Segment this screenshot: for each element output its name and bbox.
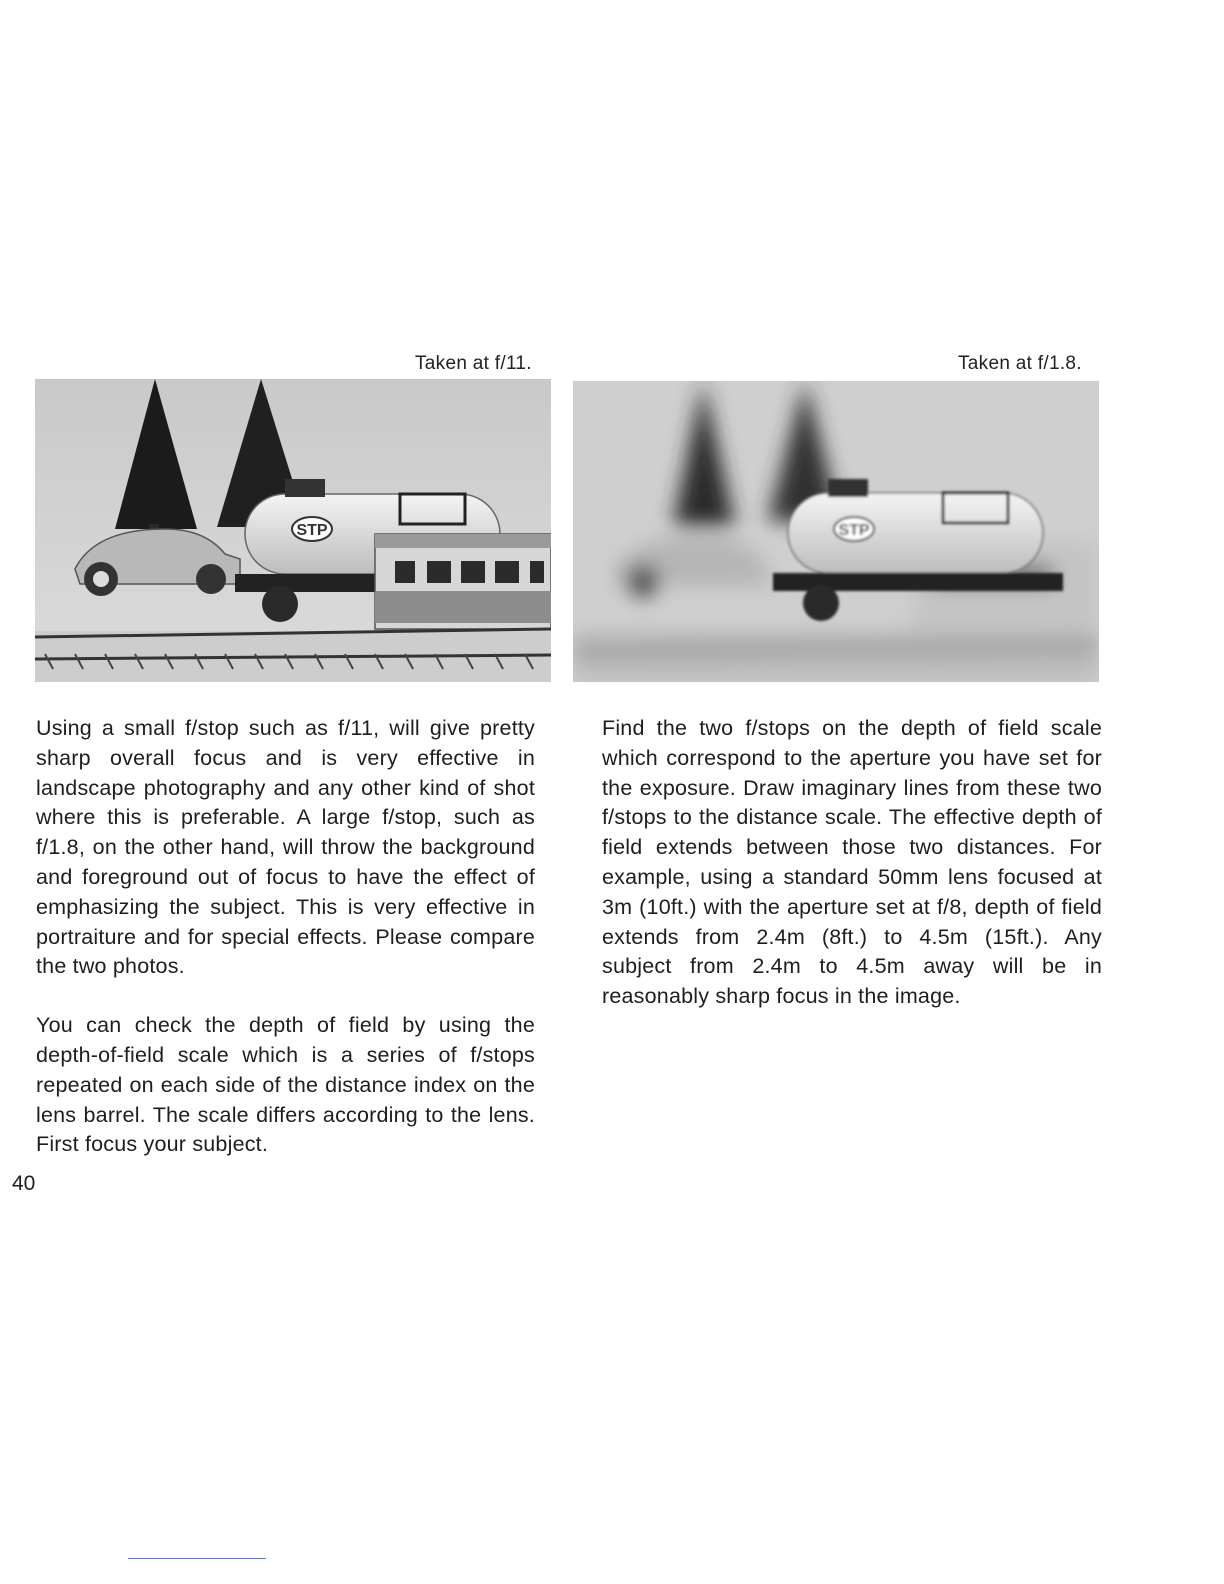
left-text-column bbox=[36, 714, 535, 1160]
paragraph-depth-of-field-scale: You can check the depth of field by using the depth-of-field scale which is a series of f/stops repeated on each side of the distance index on the lens barrel. The scale differs according to the lens. First focus your subject. bbox=[36, 1013, 535, 1157]
photo-blurred-f1-8 bbox=[573, 381, 1099, 682]
stp-logo: STP bbox=[838, 522, 870, 539]
footer-rule bbox=[128, 1558, 266, 1559]
photo-sharp-f11 bbox=[35, 379, 551, 682]
paragraph-fstop-comparison: Using a small f/stop such as f/11, will give pretty sharp overall focus and is very effective in landscape photography and any other kind of shot where this is preferable. A large f/stop, such as f/1.8, on the other hand, will throw the background and foreground out of focus to have the effect of emphasizing the subject. This is very effective in portraiture and for special effects. Please compare the two photos. bbox=[36, 716, 535, 979]
figure-caption-left: Taken at f/11. bbox=[415, 353, 532, 374]
right-text-column bbox=[602, 714, 1102, 1012]
page-number: 40 bbox=[12, 1172, 36, 1195]
figure-caption-right: Taken at f/1.8. bbox=[958, 353, 1082, 374]
stp-logo: STP bbox=[296, 522, 328, 539]
paragraph-dof-example: Find the two f/stops on the depth of field scale which correspond to the aperture you have set for the exposure. Draw imaginary lines from these two f/stops to the distance scale. The effective depth of field extends between those two distances. For example, using a standard 50mm lens focused at 3m (10ft.) with the aperture set at f/8, depth of field extends from 2.4m (8ft.) to 4.5m (15ft.). Any subject from 2.4m to 4.5m away will be in reasonably sharp focus in the image. bbox=[602, 716, 1102, 1009]
